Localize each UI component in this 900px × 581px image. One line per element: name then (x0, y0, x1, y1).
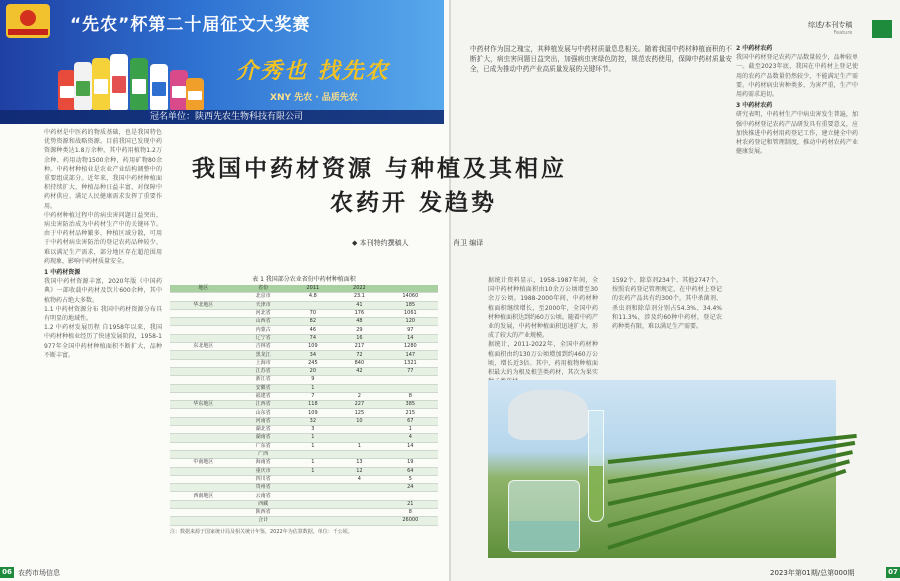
article-title-line-2: 农药开 发趋势 (330, 189, 498, 216)
table-cell: 97 (383, 326, 438, 334)
table-cell (336, 384, 383, 392)
table-row (170, 417, 438, 425)
table-cell (336, 517, 383, 525)
table-row (170, 434, 438, 442)
paragraph: 中药材作为国之瑰宝，其种植发展与中药材质量息息相关。随着我国中药材种植面积的不断扩大，病虫害问题日益突出，加强病虫害绿色防控，规范农药使用，保障中药材质量安全，已成为推动中药产业高质量发展的关键环节。 (470, 45, 732, 73)
table-cell: 2 (336, 392, 383, 400)
table-cell (170, 351, 237, 359)
table-cell: 74 (290, 334, 337, 342)
table-cell (170, 426, 237, 434)
right-page-number: 07 (886, 567, 900, 578)
section-heading: 3 中药材农药 (736, 102, 773, 110)
table-cell: 125 (336, 409, 383, 417)
section-label-cn: 综述/本刊专稿 (808, 21, 853, 29)
table-cell (383, 492, 438, 500)
table-cell: 1 (336, 442, 383, 450)
table-cell: 山西省 (237, 318, 290, 326)
table-cell (170, 484, 237, 492)
table-cell (290, 500, 337, 508)
table-cell: 8 (383, 392, 438, 400)
table-cell: 辽宁省 (237, 334, 290, 342)
table-cell: 江西省 (237, 401, 290, 409)
table-cell: 4 (336, 475, 383, 483)
table-title: 表 1 我国部分农业省份中药材种植面积 (252, 276, 356, 283)
table-cell: 23.1 (336, 293, 383, 301)
article-column-5 (736, 44, 858, 400)
table-cell: 20 (290, 367, 337, 375)
section-label-en: Feature (833, 30, 853, 36)
table-cell (290, 475, 337, 483)
table-cell: 四川省 (237, 475, 290, 483)
paragraph: 1.1 中药材资源分布 我国中药材资源分布具有明显的地域性。 (44, 305, 162, 323)
table-cell: 云南省 (237, 492, 290, 500)
right-intro-text (470, 44, 732, 106)
table-cell: 1 (290, 434, 337, 442)
table-cell (290, 492, 337, 500)
article-column-4 (612, 276, 722, 376)
table-cell: 北京市 (237, 293, 290, 301)
table-cell: 浙江省 (237, 376, 290, 384)
table-row (170, 450, 438, 458)
table-cell: 4 (383, 434, 438, 442)
table-cell (170, 517, 237, 525)
table-row (170, 442, 438, 450)
table-row (170, 492, 438, 500)
table-cell: 34 (290, 351, 337, 359)
table-cell (290, 301, 337, 309)
table-cell: 14060 (383, 293, 438, 301)
table-cell (336, 426, 383, 434)
advertisement-banner[interactable] (0, 0, 444, 124)
table-row (170, 517, 438, 525)
table-cell: 1321 (383, 359, 438, 367)
table-cell: 185 (383, 301, 438, 309)
section-marker-icon (872, 20, 892, 38)
paragraph: 据统计，2011-2022年，全国中药材种植面积由约130万公顷增加到约460万公顷，增长近3倍。其中，药用植物种植面积最大的为根及根茎类药材，其次为果实 (488, 341, 598, 377)
table-cell (170, 434, 237, 442)
table-row (170, 467, 438, 475)
section-heading: 1 中药材资源 (44, 269, 81, 277)
table-cell: 1 (290, 459, 337, 467)
table-row (170, 500, 438, 508)
table-cell: 14 (383, 334, 438, 342)
table-note: 注：数据来源于国家统计局及相关统计年鉴，2022年为估算数据。单位：千公顷。 (170, 528, 353, 535)
table-cell: 3 (290, 426, 337, 434)
paragraph: 1.2 中药材发展历程 自1958年以来，我国中药材种植业经历了快速发展阶段，1958-1977年全国中药材种植面积不断扩大，品种不断丰富。 (44, 324, 162, 359)
table-cell: 9 (290, 376, 337, 384)
table-cell: 8 (383, 509, 438, 517)
byline-author: ◆ 本刊特约撰稿人 (352, 239, 409, 247)
pesticide-bottles-image (58, 50, 203, 110)
table-cell (336, 376, 383, 384)
table-cell (170, 409, 237, 417)
table-cell: 1 (290, 442, 337, 450)
article-column-2 (352, 276, 440, 376)
left-journal-name: 农药市场信息 (18, 569, 60, 577)
table-cell: 19 (383, 459, 438, 467)
table-cell: 29 (336, 326, 383, 334)
table-cell: 72 (336, 351, 383, 359)
table-cell (170, 392, 237, 400)
table-cell (336, 434, 383, 442)
table-cell: 118 (290, 401, 337, 409)
table-cell (170, 442, 237, 450)
table-cell (170, 509, 237, 517)
crop-field-image (608, 420, 858, 560)
table-cell: 227 (336, 401, 383, 409)
table-cell (170, 359, 237, 367)
table-row (170, 409, 438, 417)
byline-name: 肖卫 编译 (453, 239, 484, 247)
paragraph: 研究表明，中药材生产中病虫害发生普遍，加强中药材登记农药产品研发具有重要意义，应加快推进中药材用药登记工作，建立健全中药材农药登记和管理制度，推动中药材农药产业健康发展。 (736, 111, 858, 156)
table-cell: 48 (336, 318, 383, 326)
table-cell: 华北地区 (170, 301, 237, 309)
table-row (170, 484, 438, 492)
table-cell: 215 (383, 409, 438, 417)
section-heading: 2 中药材农药 (736, 45, 773, 52)
table-cell (383, 376, 438, 384)
table-cell (383, 450, 438, 458)
table-cell (170, 376, 237, 384)
table-cell (383, 384, 438, 392)
test-tube-image (588, 410, 604, 522)
paragraph: 1592个、除草剂234个、其他2747个。按照农药登记管理规定，在中药材上登记的农药产品共有约300个，其中杀菌剂、杀虫剂和除草剂分别占54.3%、34.4%和11.3%，涉及约60种中药材，登记农药种类有限，难以满足生产需要。 (612, 277, 722, 331)
table-cell: 1061 (383, 309, 438, 317)
table-header-cell: 省份 (237, 285, 290, 293)
table-cell: 32 (290, 417, 337, 425)
table-cell (170, 467, 237, 475)
table-cell: 12 (336, 467, 383, 475)
table-row (170, 475, 438, 483)
table-cell: 贵州省 (237, 484, 290, 492)
table-cell: 176 (336, 309, 383, 317)
paragraph: 中药材是中医药的物质基础，也是我国特色优势资源和战略资源。目前我国已发现中药资源种类达1.8万余种，其中药用植物1.2万余种、药用动物1500余种，药用矿物80余种。中药材种植业是农业产业结构调整中的重要组成部分。近年来，我国中药材种植面积持续扩大，种植品种日益丰富，对保障中药材供应、满足人民健康需求发挥了重要作用。 (44, 129, 162, 210)
table-cell: 重庆市 (237, 467, 290, 475)
table-row (170, 509, 438, 517)
table-cell: 120 (383, 318, 438, 326)
table-cell (170, 417, 237, 425)
paragraph: 我国中药材登记农药产品数量较少，品种较单一。截至2023年底，我国在中药材上登记使用的农药产品数量仍然较少，不能满足生产需要。中药材病虫害种类多，为害严重，生产中用药需求迫切。 (736, 54, 858, 99)
table-cell: 42 (336, 367, 383, 375)
article-column-3 (488, 276, 598, 376)
table-row (170, 459, 438, 467)
table-row (170, 384, 438, 392)
table-cell: 840 (336, 359, 383, 367)
table-cell: 华东地区 (170, 401, 237, 409)
table-cell: 天津市 (237, 301, 290, 309)
table-cell: 67 (383, 417, 438, 425)
table-row (170, 392, 438, 400)
table-cell: 26000 (383, 517, 438, 525)
ad-title: “先农”杯第二十届征文大奖赛 (70, 15, 311, 35)
table-cell: 山东省 (237, 409, 290, 417)
ad-slogan: 介秀也 找先农 (236, 58, 390, 84)
table-cell (170, 500, 237, 508)
table-header-cell: 地区 (170, 285, 237, 293)
table-cell: 1 (290, 384, 337, 392)
table-cell: 109 (290, 343, 337, 351)
table-cell (170, 334, 237, 342)
table-cell: 中南地区 (170, 459, 237, 467)
table-cell: 10 (336, 417, 383, 425)
paragraph: 我国中药材资源丰富，2020年版《中国药典》一部收载中药材及饮片600余种，其中植物药占绝大多数。 (44, 278, 162, 304)
article-title-line-1: 我国中药材资源 与种植及其相应 (192, 155, 568, 182)
table-cell (336, 509, 383, 517)
table-cell: 245 (290, 359, 337, 367)
table-row (170, 401, 438, 409)
table-cell: 江苏省 (237, 367, 290, 375)
paragraph: 中药材种植过程中的病虫害问题日益突出，病虫害防治成为中药材生产中的关键环节。由于中药材品种繁多，种植区域分散，可用于中药材病虫害防治的登记农药品种较少，难以满足生产需求，部分地区存在超范围用药现象，影响中药材质量安全。 (44, 211, 162, 265)
table-cell (336, 492, 383, 500)
table-cell (170, 318, 237, 326)
table-cell: 湖南省 (237, 434, 290, 442)
table-cell: 217 (336, 343, 383, 351)
table-cell: 河南省 (237, 417, 290, 425)
table-cell: 广西 (237, 450, 290, 458)
ad-brand: XNY 先农 · 品质先农 (270, 93, 358, 103)
table-cell: 东北地区 (170, 343, 237, 351)
table-cell: 安徽省 (237, 384, 290, 392)
table-cell (290, 517, 337, 525)
table-cell: 海南省 (237, 459, 290, 467)
left-page-number: 06 (0, 567, 14, 578)
table-cell: 1 (383, 426, 438, 434)
table-cell: 合计 (237, 517, 290, 525)
table-cell: 吉林省 (237, 343, 290, 351)
table-cell: 广东省 (237, 442, 290, 450)
rooster-logo-icon (6, 4, 50, 38)
table-cell (170, 450, 237, 458)
table-cell: 109 (290, 409, 337, 417)
table-cell: 64 (383, 467, 438, 475)
section-label (808, 20, 852, 36)
table-cell: 16 (336, 334, 383, 342)
table-row (170, 426, 438, 434)
table-cell: 147 (383, 351, 438, 359)
table-cell: 河北省 (237, 309, 290, 317)
table-cell: 西南地区 (170, 492, 237, 500)
ad-sponsor: 冠名单位：陕西先农生物科技有限公司 (0, 110, 444, 124)
paragraph: 据统计资料显示，1958-1987年间，全国中药材种植面积由10余万公顷增至30余万公顷。1988-2000年间，中药材种植面积继续增长，至2000年，全国中药材种植面积达到约60万公顷。随着中药产业的发展，中药材种植面积迅速扩大，形成了较大的产业规模。 (488, 277, 598, 340)
table-header-cell: 2022 (336, 285, 383, 293)
article-column-1 (44, 128, 162, 560)
table-cell: 内蒙古 (237, 326, 290, 334)
table-cell: 21 (383, 500, 438, 508)
table-cell (336, 450, 383, 458)
table-header-cell: 2011 (290, 285, 337, 293)
table-cell (170, 384, 237, 392)
table-cell: 46 (290, 326, 337, 334)
beaker-image (508, 480, 580, 552)
table-cell: 西藏 (237, 500, 290, 508)
table-cell: 黑龙江 (237, 351, 290, 359)
table-cell: 77 (383, 367, 438, 375)
table-cell: 4.8 (290, 293, 337, 301)
table-cell: 陕西省 (237, 509, 290, 517)
table-cell (170, 326, 237, 334)
table-cell: 70 (290, 309, 337, 317)
table-cell (336, 500, 383, 508)
gloved-hand-image (508, 390, 588, 440)
table-cell (170, 475, 237, 483)
table-cell (170, 293, 237, 301)
table-cell: 24 (383, 484, 438, 492)
table-cell: 福建省 (237, 392, 290, 400)
table-cell: 1 (290, 467, 337, 475)
table-cell: 41 (336, 301, 383, 309)
table-cell (336, 484, 383, 492)
table-cell: 1280 (383, 343, 438, 351)
table-row (170, 376, 438, 384)
field-and-lab-photo (488, 380, 836, 558)
table-cell (290, 450, 337, 458)
table-cell: 82 (290, 318, 337, 326)
table-cell (290, 509, 337, 517)
table-cell (170, 309, 237, 317)
table-cell (290, 484, 337, 492)
right-issue-info: 2023年第01期/总第000期 (770, 569, 855, 577)
table-cell: 14 (383, 442, 438, 450)
table-cell: 湖北省 (237, 426, 290, 434)
table-cell: 5 (383, 475, 438, 483)
table-cell (170, 367, 237, 375)
table-cell: 7 (290, 392, 337, 400)
table-cell: 385 (383, 401, 438, 409)
table-cell: 13 (336, 459, 383, 467)
table-cell: 上海市 (237, 359, 290, 367)
